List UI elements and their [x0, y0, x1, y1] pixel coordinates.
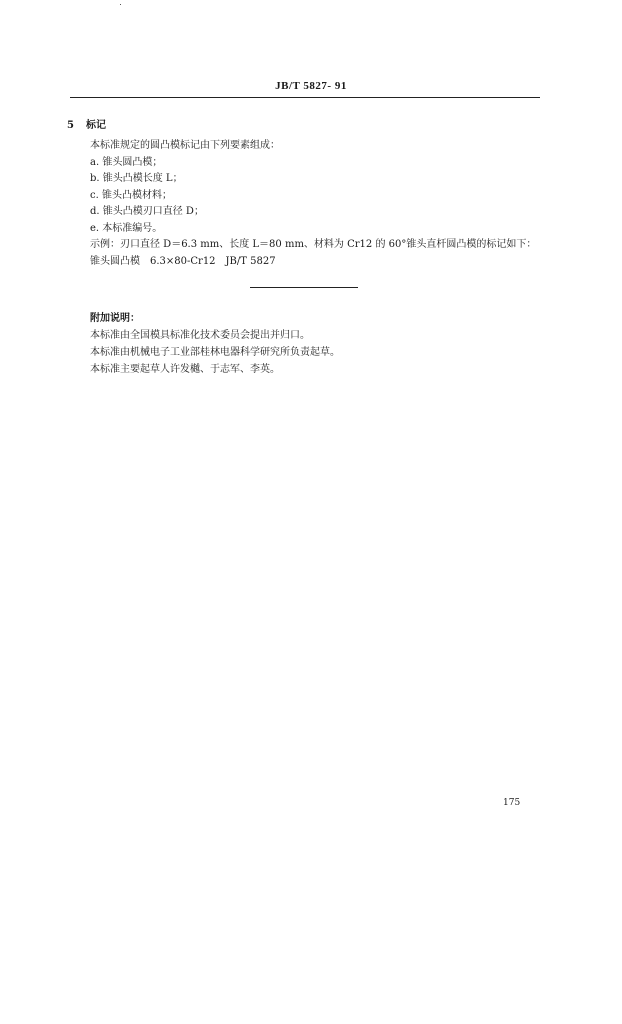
list-item: c. 锥头凸模材料；: [90, 189, 172, 201]
example-marking: 锥头圆凸模 6.3×80-Cr12 JB/T 5827: [90, 255, 276, 267]
section-separator: [250, 287, 358, 288]
scan-speck: [120, 4, 121, 5]
list-item: b. 锥头凸模长度 L；: [90, 173, 183, 184]
page-number: 175: [503, 798, 521, 808]
section-heading: [67, 116, 106, 131]
list-item: a. 锥头圆凸模；: [90, 156, 163, 168]
example-paragraph: 示例：刃口直径 D＝6.3 mm、长度 L＝80 mm、材料为 Cr12 的 60°锥头直杆圆凸模的标记如下：: [90, 239, 537, 250]
section-title: 标记: [85, 120, 106, 131]
notes-title: 附加说明：: [90, 313, 140, 324]
section-number: 5: [67, 120, 74, 131]
notes-line: 本标准主要起草人许发樾、于志军、李英。: [90, 364, 280, 375]
notes-line: 本标准由全国模具标准化技术委员会提出并归口。: [90, 330, 310, 341]
standard-code-header: JB/T 5827- 91: [275, 80, 347, 92]
header-rule: [70, 97, 540, 98]
list-item: d. 锥头凸模刃口直径 D；: [90, 206, 204, 217]
additional-notes: [90, 310, 540, 378]
marking-body: [90, 138, 540, 270]
intro-paragraph: 本标准规定的圆凸模标记由下列要素组成：: [90, 140, 280, 151]
notes-line: 本标准由机械电子工业部桂林电器科学研究所负责起草。: [90, 347, 340, 358]
list-item: e. 本标准编号。: [90, 222, 163, 234]
